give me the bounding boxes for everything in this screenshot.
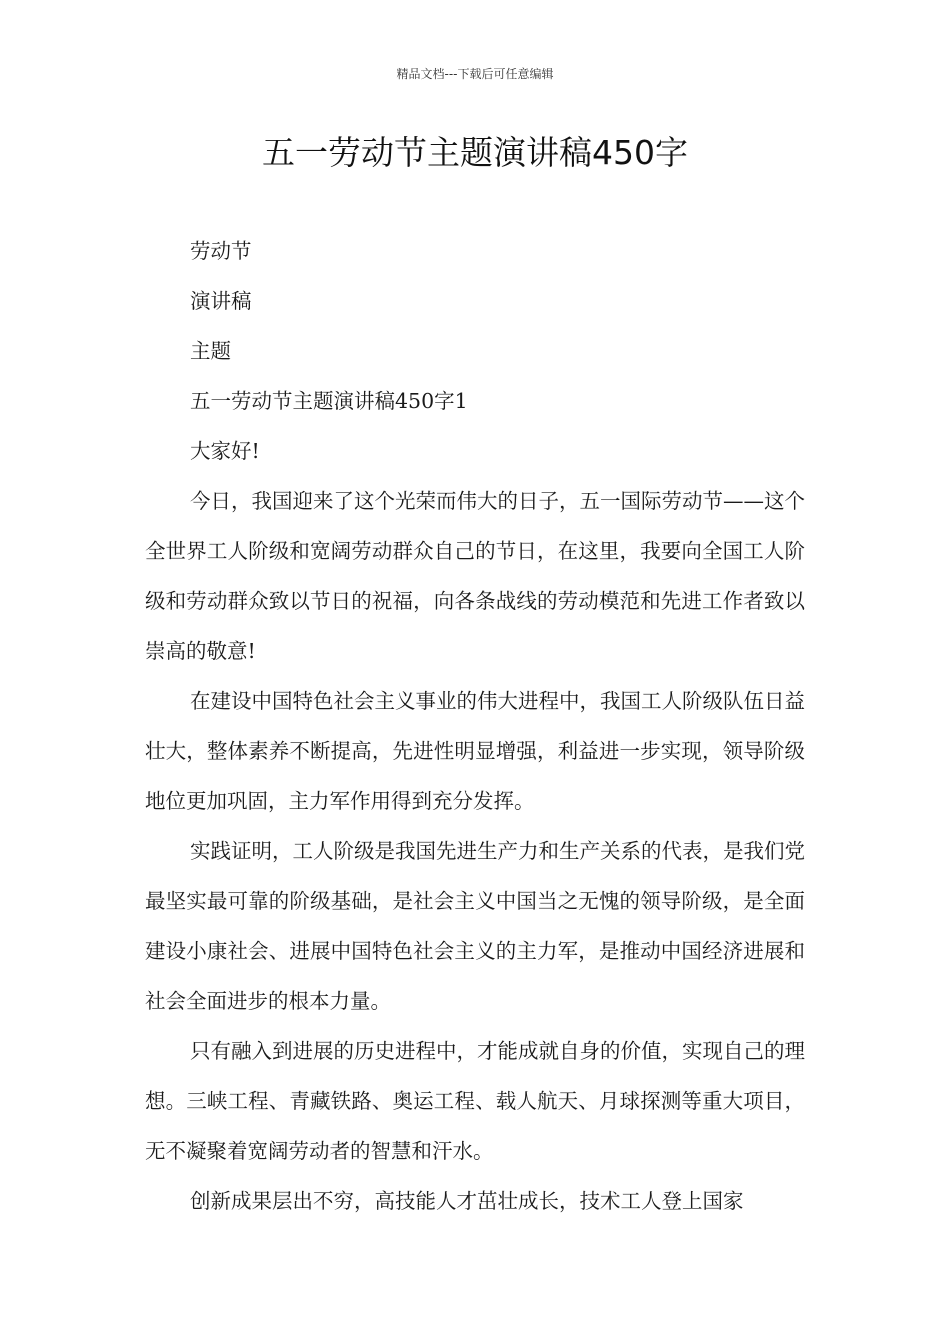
greeting: 大家好! bbox=[190, 439, 260, 463]
section-subtitle: 五一劳动节主题演讲稿450字1 bbox=[190, 389, 468, 413]
paragraph: 实践证明，工人阶级是我国先进生产力和生产关系的代表，是我们党最坚实最可靠的阶级基础，是社会主义中国当之无愧的领导阶级，是全面建设小康社会、进展中国特色社会主义的主力军，是推动中国经济进展和社会全面进步的根本力量。 bbox=[145, 839, 805, 1013]
paragraphs bbox=[145, 476, 805, 1226]
paragraph: 今日，我国迎来了这个光荣而伟大的日子，五一国际劳动节——这个全世界工人阶级和宽阔劳动群众自己的节日，在这里，我要向全国工人阶级和劳动群众致以节日的祝福，向各条战线的劳动模范和先进工作者致以崇高的敬意! bbox=[145, 489, 805, 663]
tag-line: 演讲稿 bbox=[190, 289, 252, 313]
paragraph: 在建设中国特色社会主义事业的伟大进程中，我国工人阶级队伍日益壮大，整体素养不断提高，先进性明显增强，利益进一步实现，领导阶级地位更加巩固，主力军作用得到充分发挥。 bbox=[145, 689, 805, 813]
document-body bbox=[145, 226, 805, 1226]
tag-line: 主题 bbox=[190, 339, 231, 363]
paragraph: 创新成果层出不穷，高技能人才茁壮成长，技术工人登上国家 bbox=[190, 1189, 744, 1213]
header-note: 精品文档---下载后可任意编辑 bbox=[396, 67, 554, 81]
document-title: 五一劳动节主题演讲稿450字 bbox=[262, 133, 688, 172]
paragraph: 只有融入到进展的历史进程中，才能成就自身的价值，实现自己的理想。三峡工程、青藏铁路、奥运工程、载人航天、月球探测等重大项目，无不凝聚着宽阔劳动者的智慧和汗水。 bbox=[145, 1039, 805, 1163]
tag-line: 劳动节 bbox=[190, 239, 252, 263]
